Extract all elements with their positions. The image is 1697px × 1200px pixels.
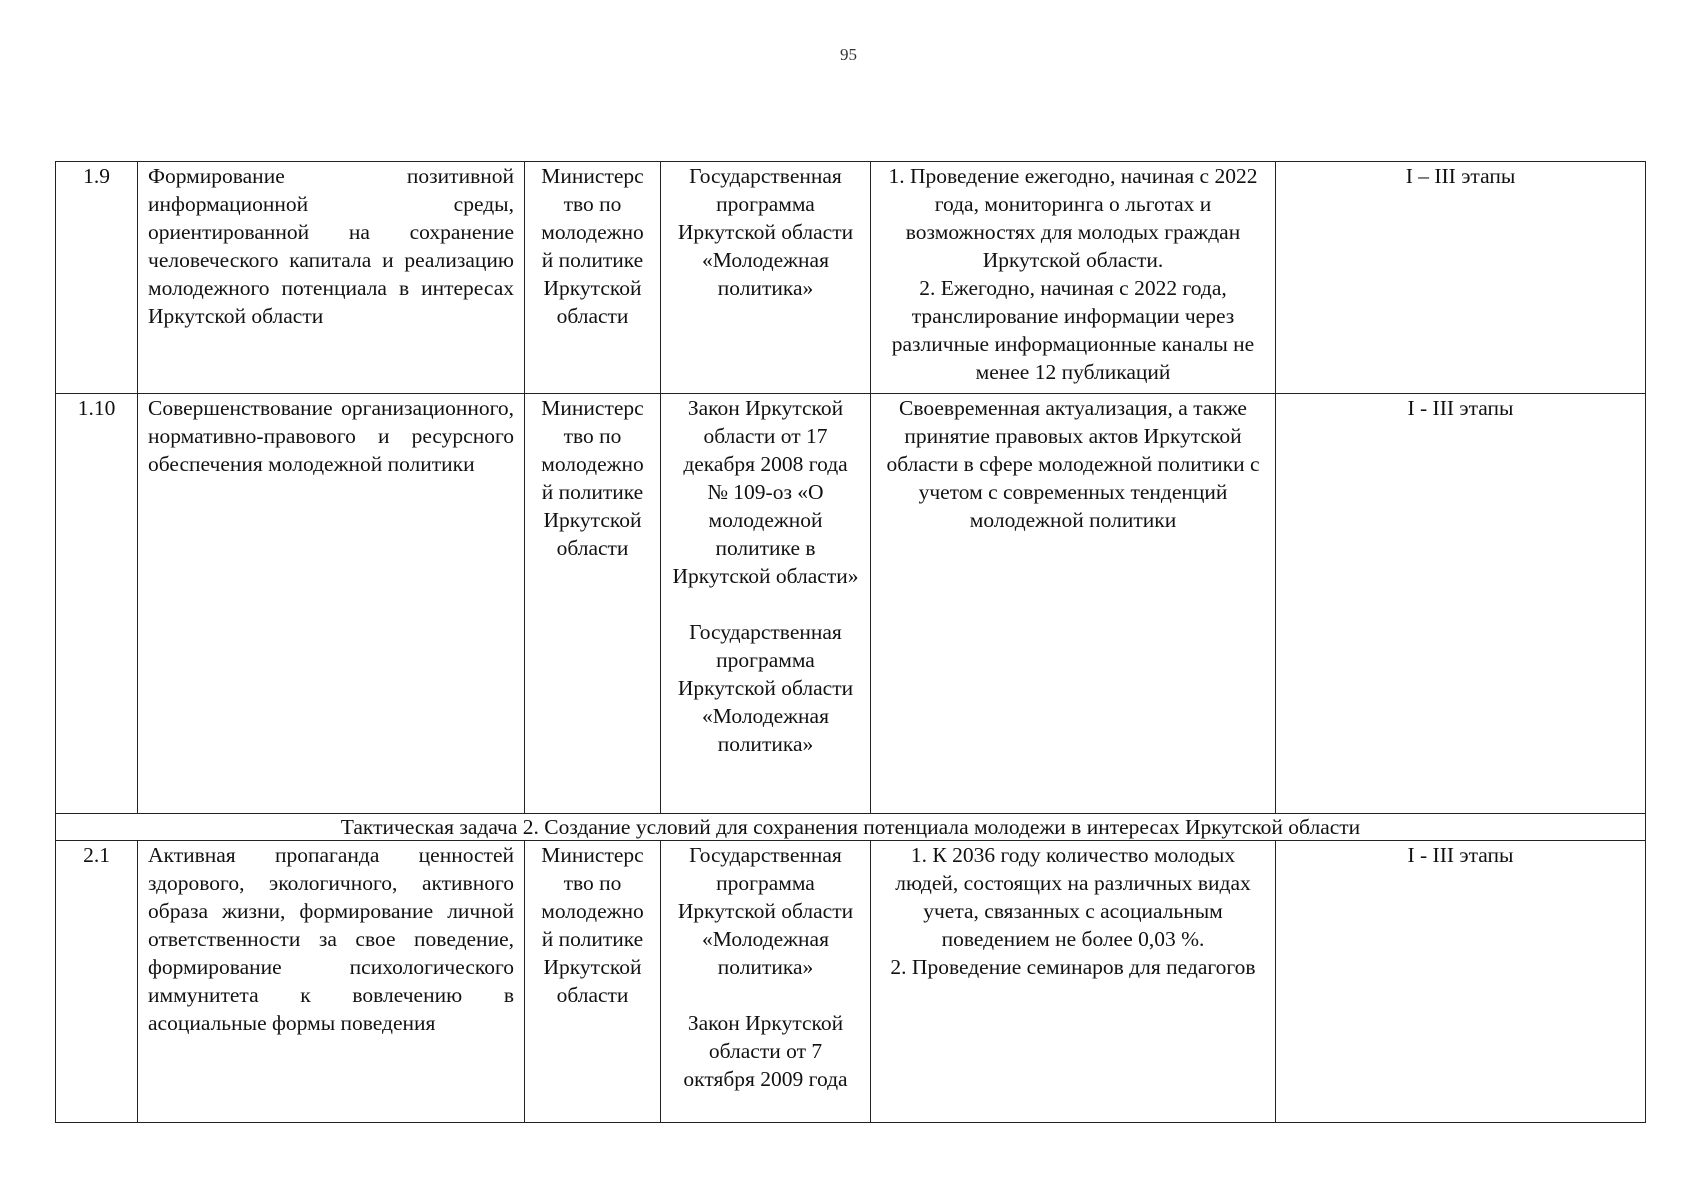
expected-result: 1. К 2036 году количество молодых людей, состоящих на различных видах учета, связанных с асоциальным поведением не более 0,03 %. 2. Проведение семинаров для педагогов [871, 841, 1276, 1123]
row-number: 1.9 [56, 162, 138, 394]
implementation-stage: I – III этапы [1276, 162, 1646, 394]
measures-table [55, 161, 1646, 1123]
row-number: 2.1 [56, 841, 138, 1123]
row-number: 1.10 [56, 394, 138, 814]
legal-document: Государственная программа Иркутской области «Молодежная политика» [661, 162, 871, 394]
expected-result: 1. Проведение ежегодно, начиная с 2022 года, мониторинга о льготах и возможностях для молодых граждан Иркутской области. 2. Ежегодно, начиная с 2022 года, транслирование информации через различные информационные каналы не менее 12 публикаций [871, 162, 1276, 394]
measure-name: Совершенствование организационного, нормативно-правового и ресурсного обеспечения молодежной политики [138, 394, 525, 814]
legal-document: Закон Иркутской области от 17 декабря 2008 года № 109-оз «О молодежной политике в Иркутской области» Государственная программа Иркутской области «Молодежная политика» [661, 394, 871, 814]
measure-name: Активная пропаганда ценностей здорового, экологичного, активного образа жизни, формирование личной ответственности за свое поведение, формирование психологического иммунитета к вовлечению в асоциальные формы поведения [138, 841, 525, 1123]
implementation-stage: I - III этапы [1276, 841, 1646, 1123]
measure-name: Формирование позитивной информационной среды, ориентированной на сохранение человеческого капитала и реализацию молодежного потенциала в интересах Иркутской области [138, 162, 525, 394]
section-title: Тактическая задача 2. Создание условий для сохранения потенциала молодежи в интересах Иркутской области [56, 814, 1646, 841]
executor: Министерс тво по молодежно й политике Иркутской области [525, 162, 661, 394]
table-row [56, 394, 1646, 814]
implementation-stage: I - III этапы [1276, 394, 1646, 814]
legal-document: Государственная программа Иркутской области «Молодежная политика» Закон Иркутской области от 7 октября 2009 года [661, 841, 871, 1123]
section-row [56, 814, 1646, 841]
table-row [56, 162, 1646, 394]
table-row [56, 841, 1646, 1123]
expected-result: Своевременная актуализация, а также принятие правовых актов Иркутской области в сфере молодежной политики с учетом с современных тенденций молодежной политики [871, 394, 1276, 814]
executor: Министерс тво по молодежно й политике Иркутской области [525, 841, 661, 1123]
executor: Министерс тво по молодежно й политике Иркутской области [525, 394, 661, 814]
page-number: 95 [840, 45, 857, 64]
